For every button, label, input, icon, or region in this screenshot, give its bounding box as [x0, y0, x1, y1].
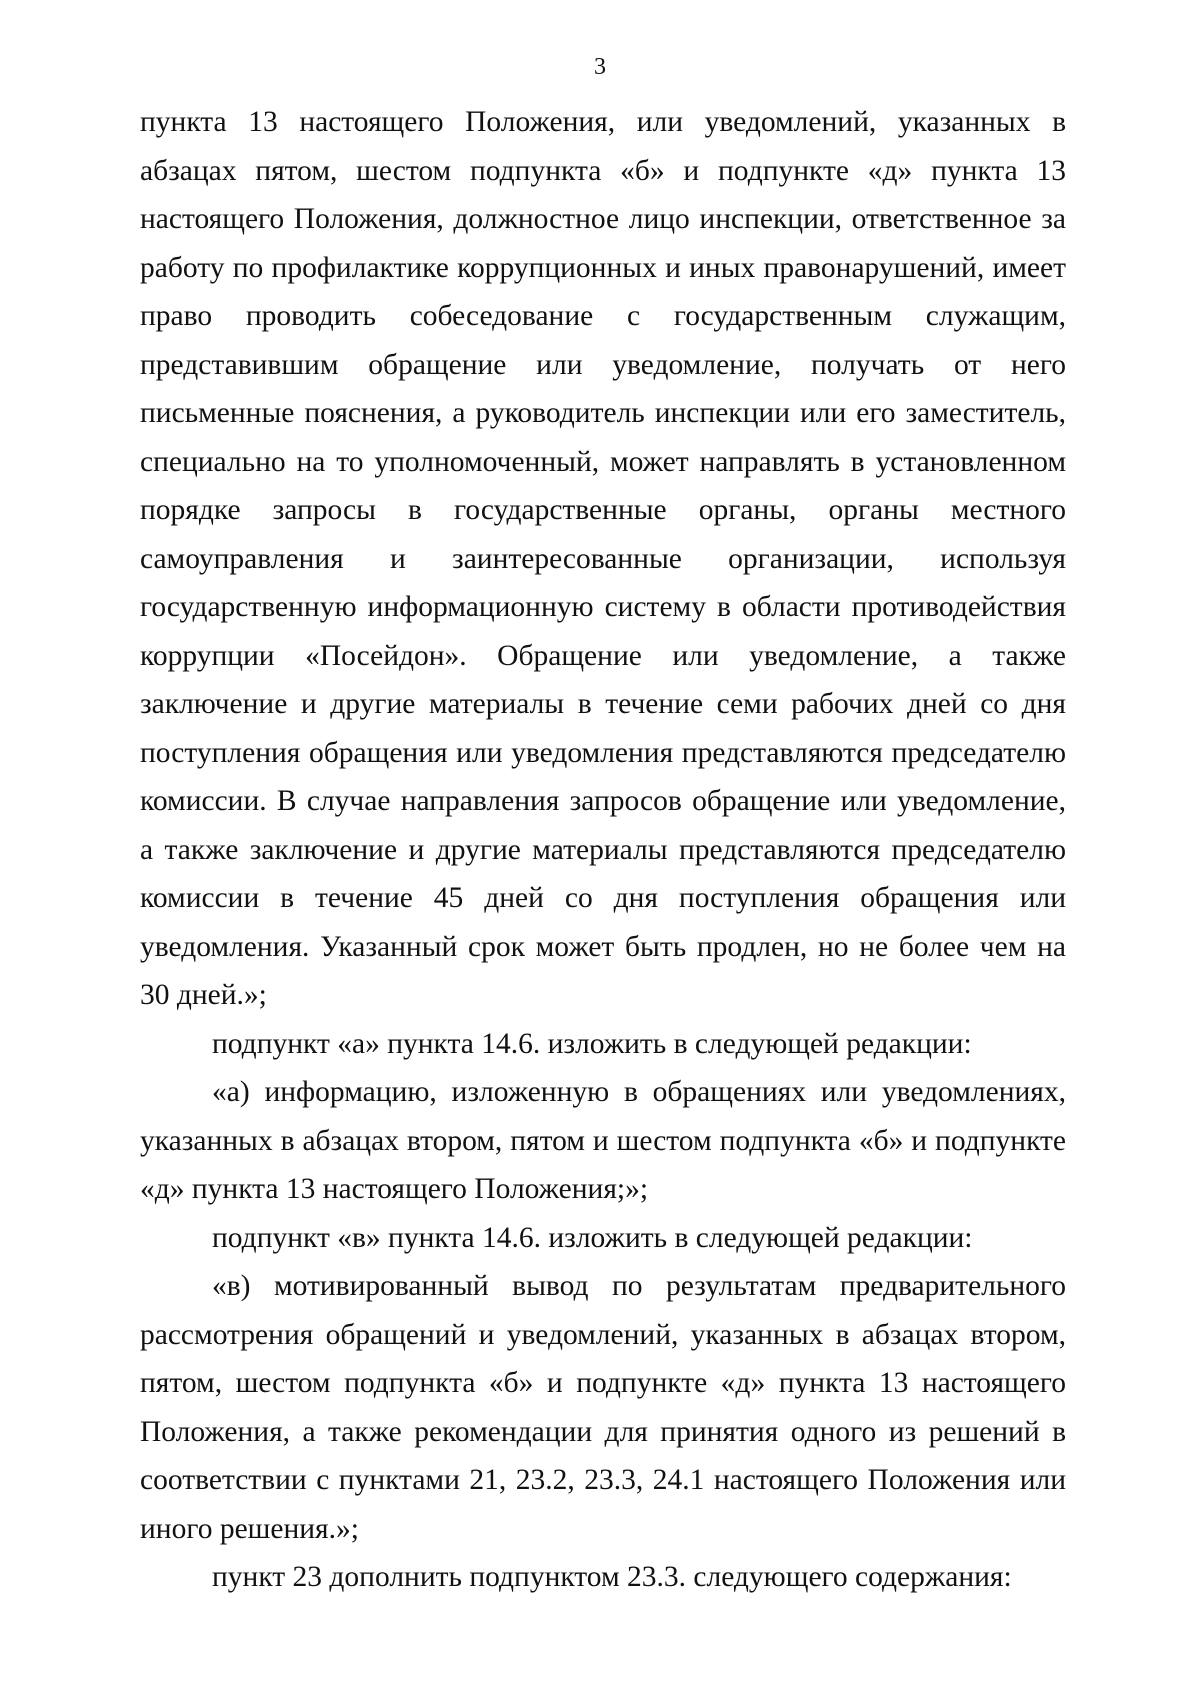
paragraph-subpoint-a-text: «а) информацию, изложенную в обращениях или уведомлениях, указанных в абзацах втором, пятом и шестом подпункта «б» и подпункте «д» пункта 13 настоящего Положения;»; — [140, 1076, 1066, 1205]
page-number: 3 — [594, 54, 606, 80]
paragraph-amendment-14-6-a: подпункт «а» пункта 14.6. изложить в следующей редакции: — [212, 1027, 972, 1060]
paragraph-amendment-14-6-v: подпункт «в» пункта 14.6. изложить в следующей редакции: — [212, 1221, 973, 1254]
paragraph-continuation: пункта 13 настоящего Положения, или уведомлений, указанных в абзацах пятом, шестом подпункта «б» и подпункте «д» пункта 13 настоящего Положения, должностное лицо инспекции, ответственное за работу по профилактике коррупционных и иных правонарушений, имеет право проводить собеседование с государственным служащим, представившим обращение или уведомление, получать от него письменные пояснения, а руководитель инспекции или его заместитель, специально на то уполномоченный, может направлять в установленном порядке запросы в государственные органы, органы местного самоуправления и заинтересованные организации, используя государственную информационную систему в области противодействия коррупции «Посейдон». Обращение или уведомление, а также заключение и другие материалы в течение семи рабочих дней со дня поступления обращения или уведомления представляются председателю комиссии. В случае направления запросов обращение или уведомление, а также заключение и другие материалы представляются председателю комиссии в течение 45 дней со дня поступления обращения или уведомления. Указанный срок может быть продлен, но не более чем на 30 дней.»; — [140, 106, 1066, 1011]
paragraph-subpoint-v-text: «в) мотивированный вывод по результатам предварительного рассмотрения обращений и уведомлений, указанных в абзацах втором, пятом, шестом подпункта «б» и подпункте «д» пункта 13 настоящего Положения, а также рекомендации для принятия одного из решений в соответствии с пунктами 21, 23.2, 23.3, 24.1 настоящего Положения или иного решения.»; — [140, 1270, 1066, 1545]
paragraph-amendment-23-3: пункт 23 дополнить подпунктом 23.3. следующего содержания: — [212, 1561, 1012, 1593]
document-body — [140, 98, 1066, 1602]
